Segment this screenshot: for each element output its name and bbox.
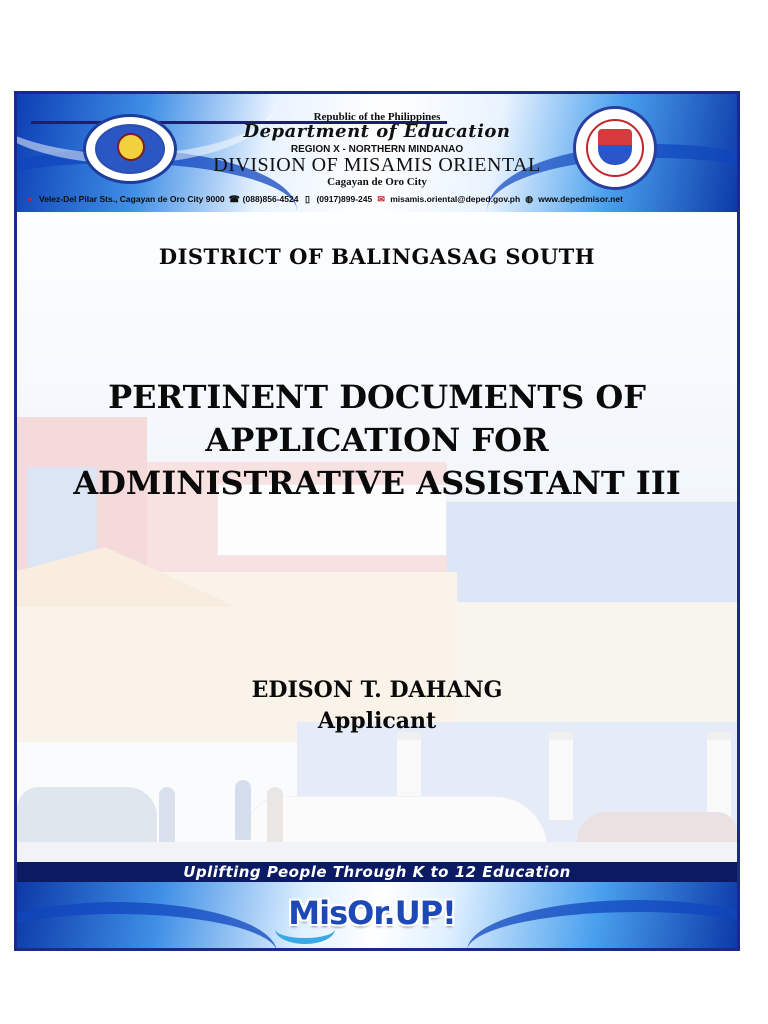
mobile-text: (0917)899-245 [316, 194, 373, 204]
mobile-phone-icon: ▯ [304, 194, 310, 204]
applicant-role: Applicant [317, 708, 437, 734]
banner-swoosh [467, 900, 737, 948]
website-text: www.depedmisor.net [538, 194, 623, 204]
slogan-bar: Uplifting People Through K to 12 Education [17, 862, 737, 882]
banner-swoosh [17, 902, 277, 948]
document-cover [14, 91, 740, 951]
kagawaran-ng-edukasyon-seal-icon [573, 106, 657, 190]
location-pin-icon: ● [27, 194, 33, 204]
region-label: REGION X - NORTHERN MINDANAO [290, 144, 464, 155]
background-building-photo [17, 212, 737, 862]
department-name: Department of Education [243, 121, 511, 142]
title-line: ADMINISTRATIVE ASSISTANT III [73, 464, 681, 502]
address-text: Velez-Del Pilar Sts., Cagayan de Oro City 9000 [39, 194, 225, 204]
footer-banner [17, 882, 737, 948]
contact-strip [17, 190, 737, 208]
phone-text: (088)856-4524 [242, 194, 299, 204]
globe-icon: ◍ [525, 194, 534, 204]
title-line: PERTINENT DOCUMENTS OF [108, 378, 646, 416]
email-icon: ✉ [377, 194, 385, 204]
misor-up-logo: MisOr.UP! [288, 894, 456, 932]
district-heading: DISTRICT OF BALINGASAG SOUTH [158, 244, 596, 269]
telephone-icon: ☎ [228, 194, 240, 204]
header-banner [17, 94, 737, 212]
email-text: misamis.oriental@deped.gov.ph [390, 194, 521, 204]
title-line: APPLICATION FOR [205, 421, 549, 459]
deped-seal-icon [83, 114, 177, 184]
document-title [17, 376, 737, 505]
applicant-name: EDISON T. DAHANG [251, 677, 503, 703]
division-name: DIVISION OF MISAMIS ORIENTAL [213, 154, 541, 176]
republic-label: Republic of the Philippines [313, 111, 441, 123]
city-label: Cagayan de Oro City [327, 176, 427, 188]
